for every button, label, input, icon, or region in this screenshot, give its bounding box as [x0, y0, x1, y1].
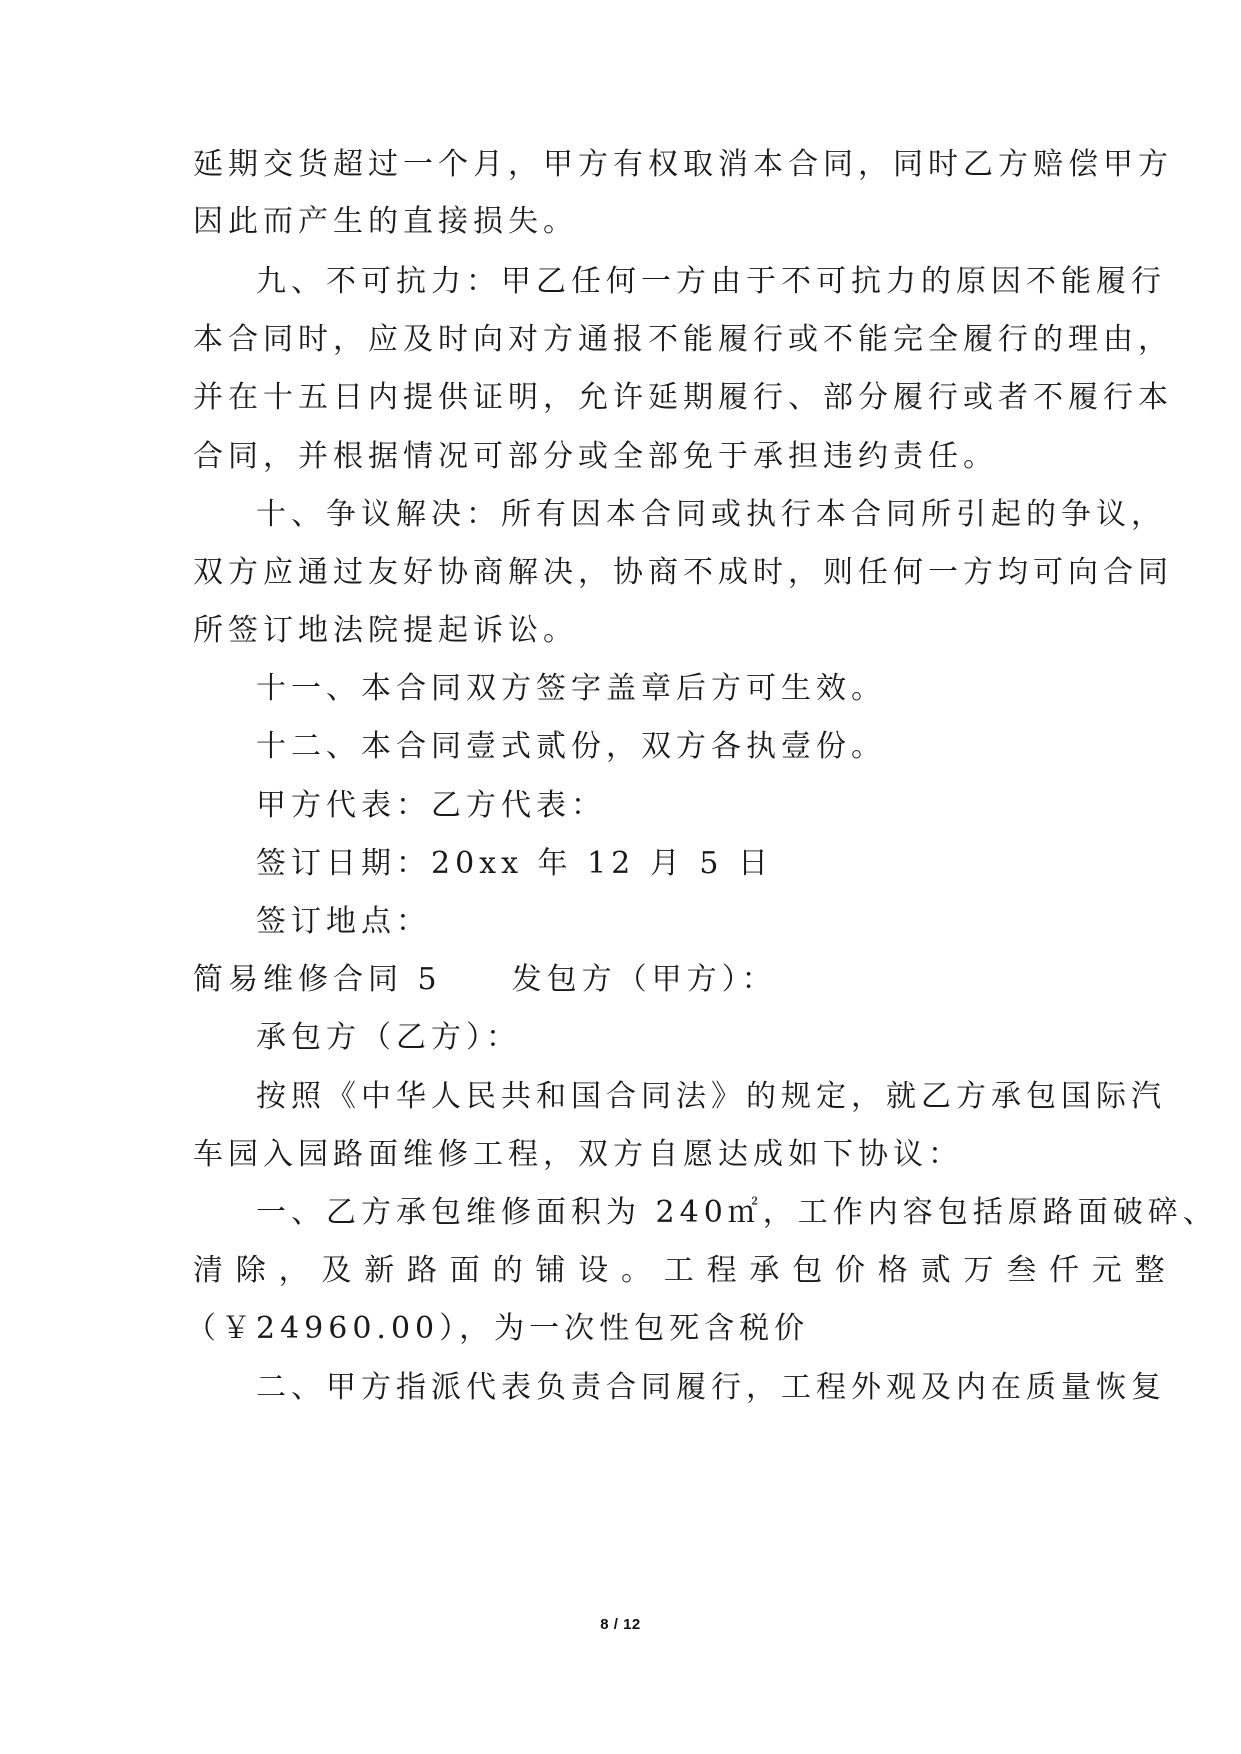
text-line: 延期交货超过一个月，甲方有权取消本合同，同时乙方赔偿甲方 — [193, 147, 1173, 182]
party-a-label: 发包方（甲方）： — [511, 962, 777, 997]
signature-representatives: 甲方代表：乙方代表： — [256, 788, 606, 823]
text-line: 所签订地法院提起诉讼。 — [193, 613, 578, 648]
paragraph-effectiveness: 十一、本合同双方签字盖章后方可生效。 — [256, 671, 886, 706]
contract-heading-line — [193, 960, 1063, 1000]
party-b-label: 承包方（乙方）： — [256, 1020, 521, 1055]
text-line: 双方应通过友好协商解决，协商不成时，则任何一方均可向合同 — [193, 555, 1173, 590]
paragraph-clause-two: 二、甲方指派代表负责合同履行，工程外观及内在质量恢复 — [256, 1370, 1166, 1405]
text-line: 清除，及新路面的铺设。工程承包价格贰万叁仟元整 — [193, 1253, 1178, 1288]
text-line: 车园入园路面维修工程，双方自愿达成如下协议： — [193, 1137, 963, 1172]
paragraph-force-majeure: 九、不可抗力：甲乙任何一方由于不可抗力的原因不能履行 — [256, 264, 1166, 299]
signature-date: 签订日期：20xx 年 12 月 5 日 — [256, 846, 773, 881]
text-line: 因此而产生的直接损失。 — [193, 204, 578, 239]
paragraph-dispute-resolution: 十、争议解决：所有因本合同或执行本合同所引起的争议， — [256, 497, 1166, 532]
text-line: （￥24960.00），为一次性包死含税价 — [186, 1311, 810, 1346]
contract-title: 简易维修合同 5 — [193, 962, 442, 997]
text-line: 合同，并根据情况可部分或全部免于承担违约责任。 — [193, 439, 998, 474]
paragraph-clause-one: 一、乙方承包维修面积为 240㎡，工作内容包括原路面破碎、 — [256, 1195, 1218, 1230]
page-number: 8 / 12 — [600, 1616, 641, 1633]
text-line: 本合同时，应及时向对方通报不能履行或不能完全履行的理由， — [193, 322, 1173, 357]
paragraph-preamble: 按照《中华人民共和国合同法》的规定，就乙方承包国际汽 — [256, 1079, 1166, 1114]
paragraph-copies: 十二、本合同壹式贰份，双方各执壹份。 — [256, 729, 886, 764]
signature-place: 签订地点： — [256, 904, 431, 939]
text-line: 并在十五日内提供证明，允许延期履行、部分履行或者不履行本 — [193, 380, 1173, 415]
